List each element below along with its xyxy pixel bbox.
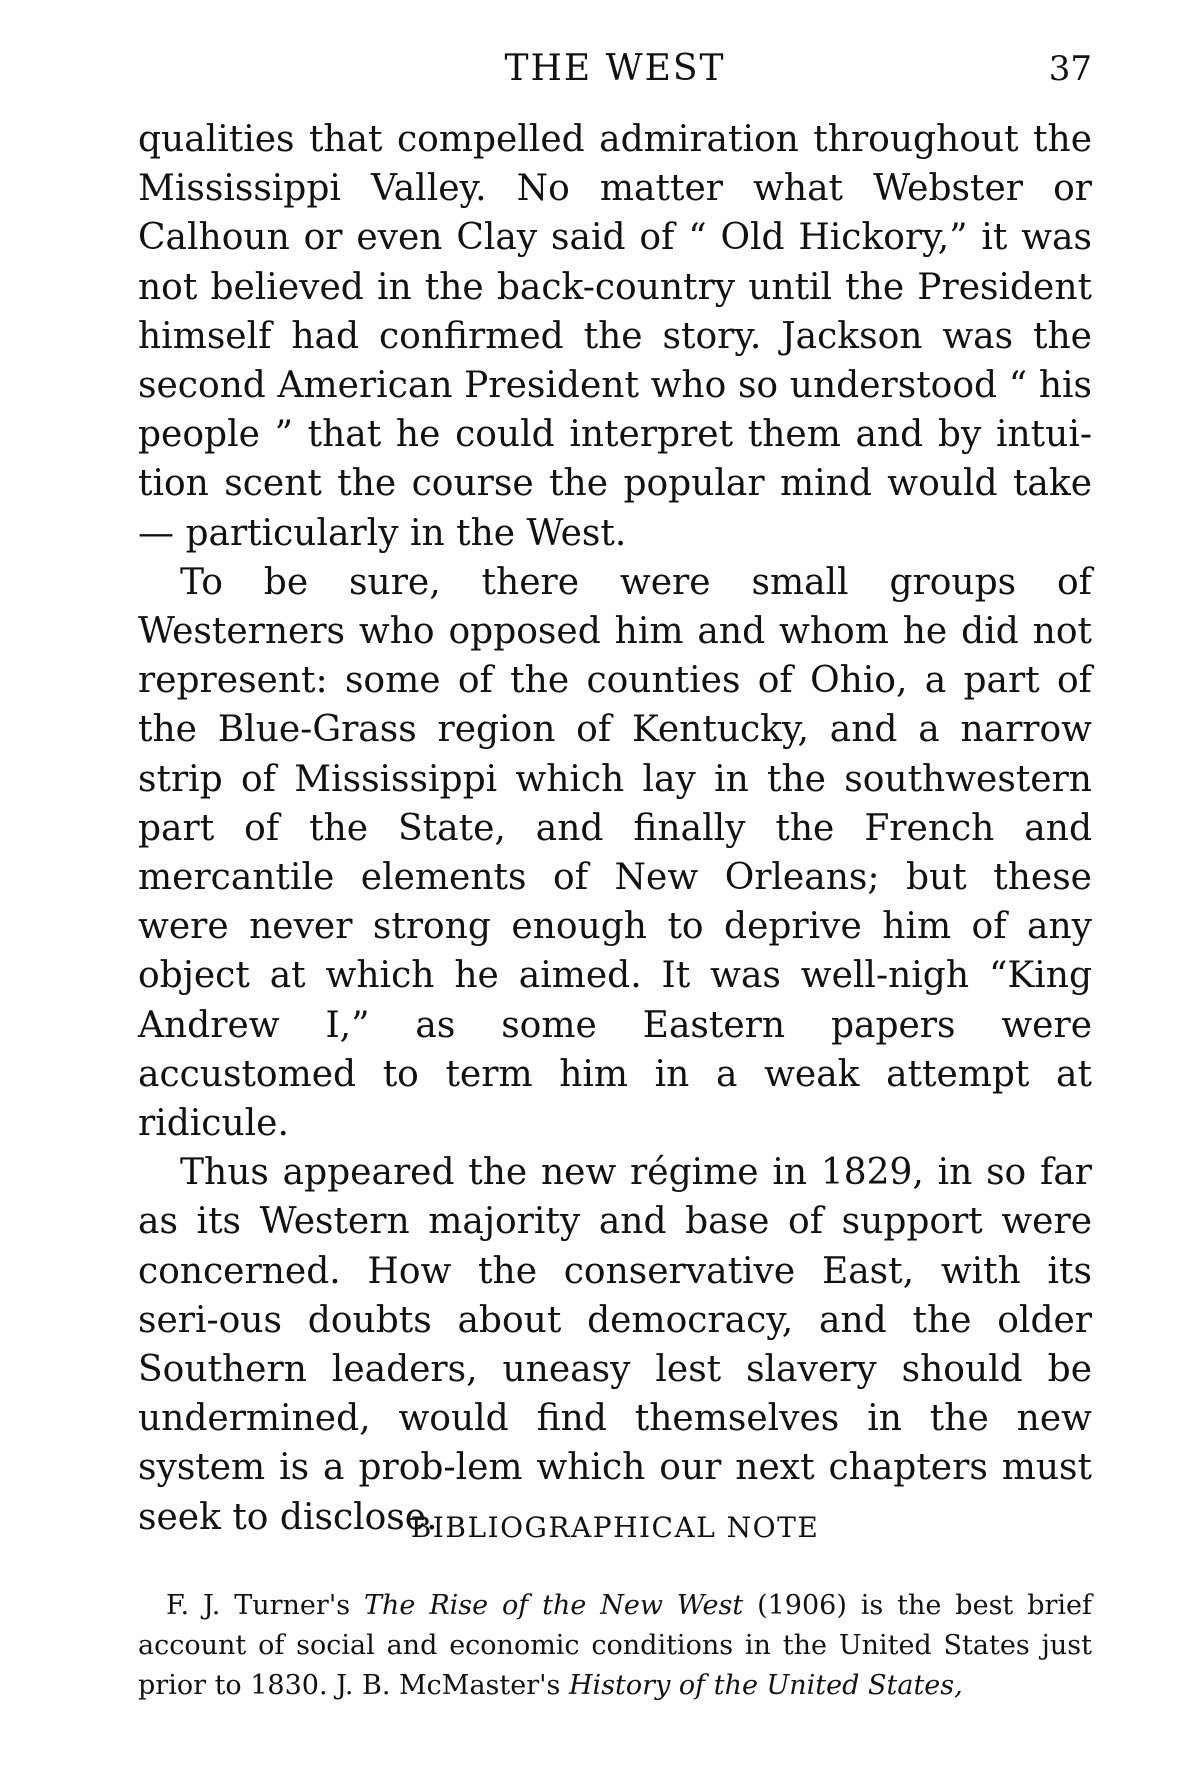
bibliographical-note-heading: BIBLIOGRAPHICAL NOTE [410,1511,820,1544]
note-author-1: F. J. Turner's [166,1590,351,1621]
paragraph-3: Thus appeared the new régime in 1829, in so far as its Western majority and base of support were concerned. How the conservative East, with its seri-ous doubts about democracy, and the older Southern leaders, uneasy lest slavery should be undermined, would find themselves in the new system is a prob-lem which our next chapters must seek to disclose. [138,1152,1092,1538]
note-text-1: (1906) is the best brief account of social and economic conditions in the United States just prior to 1830. J. B. McMaster's [138,1590,1092,1701]
note-title-2: History of the United States, [569,1670,963,1701]
note-title-1: The Rise of the New West [364,1590,744,1621]
paragraph-1: qualities that compelled admiration throughout the Mississippi Valley. No matter what Webster or Calhoun or even Clay said of “ Old Hickory,” it was not believed in the back-country until the President himself had confirmed the story. Jackson was the second American President who so understood “ his people ” that he could interpret them and by intui-tion scent the course the popular mind would take — particularly in the West. [138,119,1092,554]
running-title: THE WEST [504,48,726,89]
paragraph-2: To be sure, there were small groups of Westerners who opposed him and whom he did not represent: some of the counties of Ohio, a part of the Blue-Grass region of Kentucky, and a narrow strip of Mississippi which lay in the southwestern part of the State, and finally the French and mercantile elements of New Orleans; but these were never strong enough to deprive him of any object at which he aimed. It was well-nigh “King Andrew I,” as some Eastern papers were accustomed to term him in a weak attempt at ridicule. [138,561,1092,1145]
main-text [138,115,1092,1542]
running-head [138,44,1092,94]
page-number: 37 [1048,49,1092,89]
bibliographical-note-text [138,1586,1092,1706]
